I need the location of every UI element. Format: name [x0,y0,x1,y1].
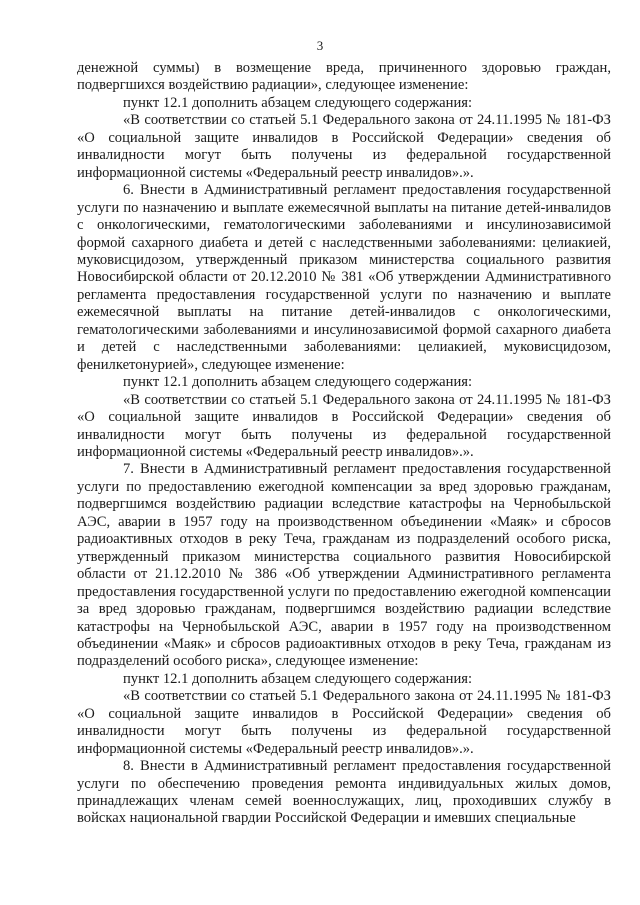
document-body [77,60,611,828]
paragraph-item-6: 6. Внести в Административный регламент предоставления государственной услуги по назначению и выплате ежемесячной выплаты на питание детей-инвалидов с онкологическими, гематологическими заболеваниями и инсулинозависимой формой сахарного диабета и детей с наследственными заболеваниями: целиакией, муковисцидозом, утвержденный приказом министерства социального развития Новосибирской области от 20.12.2010 № 381 «Об утверждении Административного регламента предоставления государственной услуги по назначению и выплате ежемесячной выплаты на питание детей-инвалидов с онкологическими, гематологическими заболеваниями и инсулинозависимой формой сахарного диабета и детей с наследственными заболеваниями: целиакией, муковисцидозом, фенилкетонурией», следующее изменение: [77,182,611,373]
paragraph-item-8: 8. Внести в Административный регламент предоставления государственной услуги по обеспечению проведения ремонта индивидуальных жилых домов, принадлежащих членам семей военнослужащих, лиц, проходивших службу в войсках национальной гвардии Российской Федерации и имевших специальные [77,758,611,827]
paragraph-continuation: денежной суммы) в возмещение вреда, причиненного здоровью граждан, подвергшихся воздействию радиации», следующее изменение: [77,60,611,94]
paragraph-quote: «В соответствии со статьей 5.1 Федерального закона от 24.11.1995 № 181-ФЗ «О социальной защите инвалидов в Российской Федерации» сведения об инвалидности могут быть получены из федеральной государственной информационной системы «Федеральный реестр инвалидов».». [77,391,611,460]
paragraph-quote: «В соответствии со статьей 5.1 Федерального закона от 24.11.1995 № 181-ФЗ «О социальной защите инвалидов в Российской Федерации» сведения об инвалидности могут быть получены из федеральной государственной информационной системы «Федеральный реестр инвалидов».». [77,688,611,757]
paragraph-instruction: пункт 12.1 дополнить абзацем следующего содержания: [123,670,473,687]
paragraph-instruction: пункт 12.1 дополнить абзацем следующего содержания: [123,94,473,111]
page-number: 3 [316,38,324,53]
paragraph-instruction: пункт 12.1 дополнить абзацем следующего содержания: [123,374,473,391]
paragraph-item-7: 7. Внести в Административный регламент предоставления государственной услуги по предоставлению ежегодной компенсации за вред здоровью гражданам, подвергшимся воздействию радиации вследствие катастрофы на Чернобыльской АЭС, аварии в 1957 году на производственном объединении «Маяк» и сбросов радиоактивных отходов в реку Теча, гражданам из подразделений особого риска, утвержденный приказом министерства социального развития Новосибирской области от 21.12.2010 № 386 «Об утверждении Административного регламента предоставления государственной услуги по предоставлению ежегодной компенсации за вред здоровью гражданам, подвергшимся воздействию радиации вследствие катастрофы на Чернобыльской АЭС, аварии в 1957 году на производственном объединении «Маяк» и сбросов радиоактивных отходов в реку Теча, гражданам из подразделений особого риска», следующее изменение: [77,461,611,670]
paragraph-quote: «В соответствии со статьей 5.1 Федерального закона от 24.11.1995 № 181-ФЗ «О социальной защите инвалидов в Российской Федерации» сведения об инвалидности могут быть получены из федеральной государственной информационной системы «Федеральный реестр инвалидов».». [77,112,611,181]
